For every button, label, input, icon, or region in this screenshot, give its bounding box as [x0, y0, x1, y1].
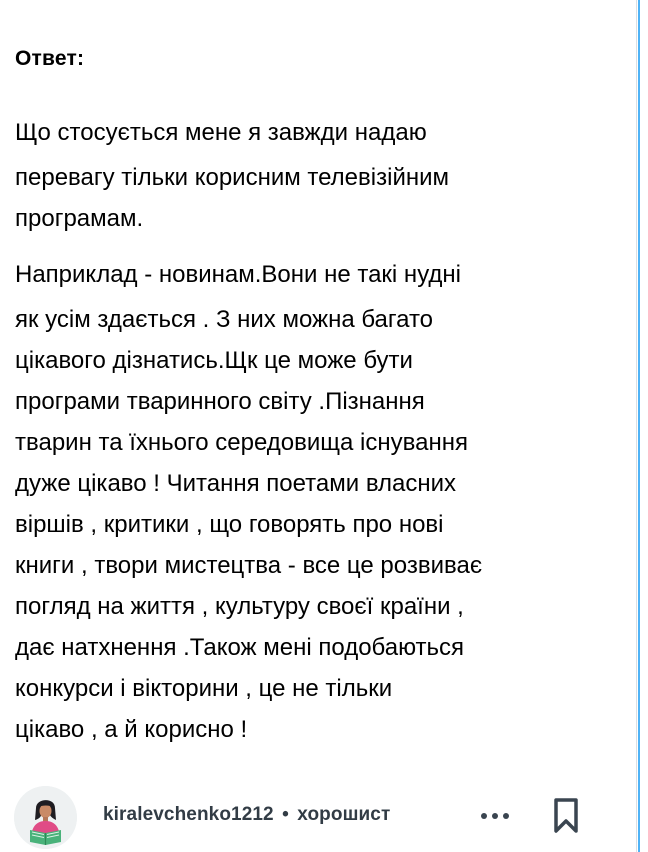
author-info: [103, 804, 390, 826]
answer-line: програми тваринного світу .Пізнання: [15, 388, 425, 415]
answer-line: як усім здається . З них можна багато: [15, 306, 434, 333]
author-username[interactable]: kiralevchenko1212: [103, 804, 274, 825]
more-options-button[interactable]: [476, 800, 514, 832]
answer-line: погляд на життя , культуру своєї країни ,: [15, 593, 464, 620]
answer-text: [15, 112, 615, 750]
answer-paragraph-1: [15, 112, 615, 239]
author-rank: хорошист: [297, 804, 391, 825]
answer-line: дуже цікаво ! Читання поетами власних: [15, 470, 457, 497]
answer-line: віршів , критики , що говорять про нові: [15, 511, 444, 538]
answer-line: програмам.: [15, 205, 144, 232]
answer-paragraph-2: [15, 254, 615, 750]
answer-line: тварин та їхнього середовища існування: [15, 429, 468, 456]
answer-line: цікавого дізнатись.Щк це може бути: [15, 347, 413, 374]
answer-block: [15, 42, 615, 750]
bookmark-button[interactable]: [549, 796, 583, 836]
more-dots-icon: [478, 811, 512, 821]
answer-line: книги , твори мистецтва - все це розвиває: [15, 552, 483, 579]
student-reading-avatar-icon[interactable]: [14, 786, 77, 849]
answer-title: Ответ:: [15, 47, 85, 70]
answer-line: конкурси і вікторини , це не тільки: [15, 675, 393, 702]
answer-line: Що стосується мене я завжди надаю: [15, 119, 427, 146]
author-separator: •: [282, 804, 289, 825]
answer-line: перевагу тільки корисним телевізійним: [15, 164, 450, 191]
answer-line: Наприклад - новинам.Вони не такі нудні: [15, 261, 461, 288]
page-right-border: [636, 0, 648, 852]
bookmark-icon: [552, 797, 580, 835]
answer-footer: [14, 784, 614, 848]
answer-line: цікаво , а й корисно !: [15, 716, 248, 743]
answer-line: дає натхнення .Також мені подобаються: [15, 634, 465, 661]
